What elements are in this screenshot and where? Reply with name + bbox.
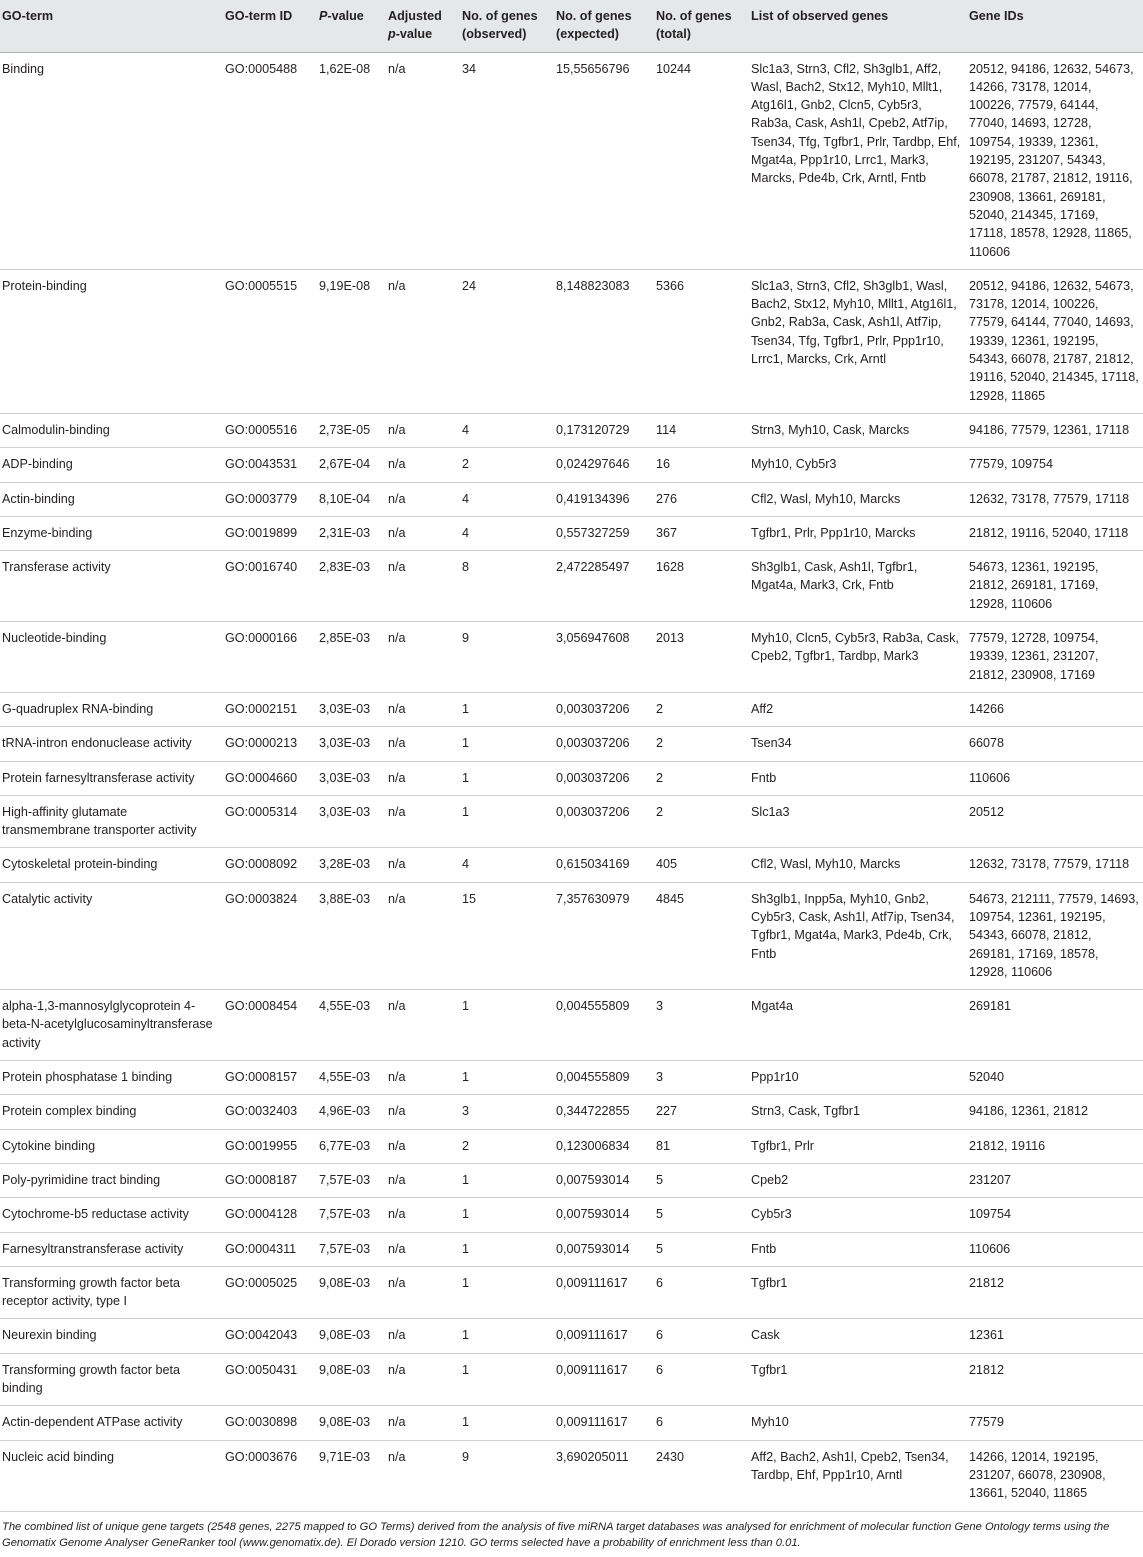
cell-observed-gene-list: Cask [747,1319,965,1353]
cell-p-value: 2,85E-03 [315,622,384,693]
cell-genes-observed: 1 [458,727,552,761]
cell-gene-ids: 21812, 19116, 52040, 17118 [965,516,1143,550]
header-adj-italic: p [388,27,396,42]
header-p-italic: P [319,9,328,23]
cell-genes-expected: 0,009111617 [552,1406,652,1440]
cell-observed-gene-list: Fntb [747,761,965,795]
cell-genes-expected: 0,004555809 [552,1061,652,1095]
cell-gene-ids: 110606 [965,1232,1143,1266]
cell-p-value: 3,88E-03 [315,882,384,989]
table-header [0,0,1143,52]
cell-go-term: Enzyme-binding [0,516,221,550]
cell-p-value: 2,83E-03 [315,551,384,622]
cell-observed-gene-list: Sh3glb1, Cask, Ash1l, Tgfbr1, Mgat4a, Mark3, Crk, Fntb [747,551,965,622]
cell-observed-gene-list: Mgat4a [747,990,965,1061]
cell-p-value: 7,57E-03 [315,1163,384,1197]
cell-go-term-id: GO:0016740 [221,551,315,622]
cell-p-value: 4,55E-03 [315,1061,384,1095]
cell-adjusted-p-value: n/a [384,1198,458,1232]
cell-gene-ids: 109754 [965,1198,1143,1232]
cell-genes-observed: 1 [458,1266,552,1319]
header-adj-rest: -value [395,27,433,42]
table-row [0,448,1143,482]
cell-p-value: 4,96E-03 [315,1095,384,1129]
header-row [0,0,1143,52]
cell-go-term: Transferase activity [0,551,221,622]
cell-gene-ids: 94186, 77579, 12361, 17118 [965,413,1143,447]
cell-genes-observed: 1 [458,1163,552,1197]
cell-go-term-id: GO:0003779 [221,482,315,516]
cell-genes-observed: 1 [458,761,552,795]
cell-genes-observed: 15 [458,882,552,989]
cell-go-term-id: GO:0005025 [221,1266,315,1319]
cell-genes-observed: 8 [458,551,552,622]
cell-adjusted-p-value: n/a [384,1353,458,1406]
cell-genes-observed: 1 [458,1353,552,1406]
cell-go-term: Protein farnesyltransferase activity [0,761,221,795]
cell-genes-total: 405 [652,848,747,882]
cell-go-term-id: GO:0000213 [221,727,315,761]
cell-observed-gene-list: Cyb5r3 [747,1198,965,1232]
cell-go-term: Protein-binding [0,269,221,413]
cell-go-term-id: GO:0008454 [221,990,315,1061]
cell-go-term-id: GO:0005515 [221,269,315,413]
table-row [0,761,1143,795]
cell-genes-expected: 0,615034169 [552,848,652,882]
cell-gene-ids: 231207 [965,1163,1143,1197]
cell-go-term-id: GO:0004660 [221,761,315,795]
cell-observed-gene-list: Tgfbr1, Prlr [747,1129,965,1163]
cell-genes-expected: 3,690205011 [552,1440,652,1511]
cell-observed-gene-list: Aff2 [747,692,965,726]
cell-p-value: 2,31E-03 [315,516,384,550]
cell-p-value: 1,62E-08 [315,52,384,269]
cell-genes-observed: 1 [458,1319,552,1353]
table-row [0,1129,1143,1163]
cell-observed-gene-list: Slc1a3, Strn3, Cfl2, Sh3glb1, Wasl, Bach2, Stx12, Myh10, Mllt1, Atg16l1, Gnb2, Rab3a, Cask, Ash1l, Atf7ip, Tsen34, Tfg, Tgfbr1, Prlr, Ppp1r10, Lrrc1, Marcks, Crk, Arntl [747,269,965,413]
cell-genes-total: 6 [652,1319,747,1353]
cell-genes-expected: 8,148823083 [552,269,652,413]
cell-genes-expected: 0,009111617 [552,1319,652,1353]
cell-genes-expected: 0,009111617 [552,1266,652,1319]
cell-p-value: 9,71E-03 [315,1440,384,1511]
cell-genes-expected: 0,123006834 [552,1129,652,1163]
cell-gene-ids: 14266, 12014, 192195, 231207, 66078, 230908, 13661, 52040, 11865 [965,1440,1143,1511]
table-row [0,1232,1143,1266]
cell-genes-expected: 0,557327259 [552,516,652,550]
cell-genes-total: 6 [652,1353,747,1406]
cell-gene-ids: 110606 [965,761,1143,795]
cell-genes-total: 227 [652,1095,747,1129]
cell-go-term: Neurexin binding [0,1319,221,1353]
cell-adjusted-p-value: n/a [384,622,458,693]
cell-observed-gene-list: Slc1a3 [747,795,965,848]
cell-genes-expected: 3,056947608 [552,622,652,693]
cell-observed-gene-list: Strn3, Cask, Tgfbr1 [747,1095,965,1129]
cell-genes-total: 4845 [652,882,747,989]
cell-genes-observed: 3 [458,1095,552,1129]
cell-p-value: 3,03E-03 [315,761,384,795]
cell-adjusted-p-value: n/a [384,990,458,1061]
cell-genes-observed: 4 [458,482,552,516]
cell-genes-total: 81 [652,1129,747,1163]
header-observed-gene-list: List of observed genes [747,0,965,52]
cell-observed-gene-list: Sh3glb1, Inpp5a, Myh10, Gnb2, Cyb5r3, Cask, Ash1l, Atf7ip, Tsen34, Tgfbr1, Mgat4a, Mark3, Pde4b, Crk, Fntb [747,882,965,989]
cell-adjusted-p-value: n/a [384,761,458,795]
cell-genes-expected: 0,004555809 [552,990,652,1061]
cell-genes-expected: 0,007593014 [552,1232,652,1266]
cell-adjusted-p-value: n/a [384,1440,458,1511]
cell-observed-gene-list: Cfl2, Wasl, Myh10, Marcks [747,482,965,516]
cell-genes-total: 3 [652,1061,747,1095]
cell-observed-gene-list: Tsen34 [747,727,965,761]
cell-genes-expected: 0,003037206 [552,795,652,848]
cell-genes-expected: 2,472285497 [552,551,652,622]
cell-genes-total: 2430 [652,1440,747,1511]
cell-p-value: 7,57E-03 [315,1198,384,1232]
table-row [0,1163,1143,1197]
table-row [0,1353,1143,1406]
cell-go-term: Calmodulin-binding [0,413,221,447]
cell-gene-ids: 20512 [965,795,1143,848]
cell-observed-gene-list: Aff2, Bach2, Ash1l, Cpeb2, Tsen34, Tardbp, Ehf, Ppp1r10, Arntl [747,1440,965,1511]
table-row [0,52,1143,269]
cell-observed-gene-list: Myh10 [747,1406,965,1440]
table-row [0,1061,1143,1095]
cell-adjusted-p-value: n/a [384,882,458,989]
table-row [0,1319,1143,1353]
table-row [0,1095,1143,1129]
header-gene-ids: Gene IDs [965,0,1143,52]
table-row [0,692,1143,726]
cell-genes-expected: 0,003037206 [552,761,652,795]
table-row [0,1406,1143,1440]
cell-observed-gene-list: Cpeb2 [747,1163,965,1197]
cell-p-value: 9,08E-03 [315,1319,384,1353]
cell-genes-total: 2013 [652,622,747,693]
cell-gene-ids: 54673, 12361, 192195, 21812, 269181, 17169, 12928, 110606 [965,551,1143,622]
table-row [0,413,1143,447]
cell-observed-gene-list: Slc1a3, Strn3, Cfl2, Sh3glb1, Aff2, Wasl, Bach2, Stx12, Myh10, Mllt1, Atg16l1, Gnb2, Clcn5, Cyb5r3, Rab3a, Cask, Ash1l, Cpeb2, Atf7ip, Tsen34, Tfg, Tgfbr1, Prlr, Tardbp, Ehf, Mgat4a, Ppp1r10, Lrrc1, Mark3, Marcks, Pde4b, Crk, Arntl, Fntb [747,52,965,269]
cell-observed-gene-list: Myh10, Cyb5r3 [747,448,965,482]
cell-go-term-id: GO:0003676 [221,1440,315,1511]
table-row [0,727,1143,761]
cell-genes-observed: 34 [458,52,552,269]
cell-p-value: 9,08E-03 [315,1266,384,1319]
cell-go-term: ADP-binding [0,448,221,482]
table-row [0,848,1143,882]
cell-genes-expected: 0,009111617 [552,1353,652,1406]
cell-go-term-id: GO:0002151 [221,692,315,726]
cell-adjusted-p-value: n/a [384,551,458,622]
cell-genes-observed: 24 [458,269,552,413]
cell-genes-expected: 0,007593014 [552,1163,652,1197]
cell-genes-expected: 0,003037206 [552,692,652,726]
table-row [0,516,1143,550]
table-row [0,882,1143,989]
cell-p-value: 8,10E-04 [315,482,384,516]
cell-gene-ids: 12632, 73178, 77579, 17118 [965,482,1143,516]
cell-adjusted-p-value: n/a [384,1163,458,1197]
cell-go-term-id: GO:0032403 [221,1095,315,1129]
cell-adjusted-p-value: n/a [384,1406,458,1440]
cell-go-term-id: GO:0005488 [221,52,315,269]
cell-genes-total: 276 [652,482,747,516]
table-row [0,482,1143,516]
cell-adjusted-p-value: n/a [384,692,458,726]
cell-go-term: Actin-dependent ATPase activity [0,1406,221,1440]
cell-genes-observed: 1 [458,1198,552,1232]
cell-p-value: 9,19E-08 [315,269,384,413]
table-row [0,1266,1143,1319]
cell-genes-observed: 1 [458,1061,552,1095]
cell-go-term-id: GO:0008157 [221,1061,315,1095]
cell-go-term-id: GO:0008187 [221,1163,315,1197]
cell-genes-observed: 1 [458,1232,552,1266]
cell-gene-ids: 66078 [965,727,1143,761]
cell-adjusted-p-value: n/a [384,1129,458,1163]
cell-adjusted-p-value: n/a [384,795,458,848]
cell-go-term-id: GO:0004128 [221,1198,315,1232]
cell-adjusted-p-value: n/a [384,269,458,413]
cell-observed-gene-list: Tgfbr1, Prlr, Ppp1r10, Marcks [747,516,965,550]
cell-genes-observed: 4 [458,516,552,550]
cell-adjusted-p-value: n/a [384,1095,458,1129]
cell-genes-observed: 9 [458,622,552,693]
cell-go-term-id: GO:0000166 [221,622,315,693]
cell-genes-observed: 1 [458,795,552,848]
cell-gene-ids: 269181 [965,990,1143,1061]
cell-go-term: Nucleic acid binding [0,1440,221,1511]
cell-gene-ids: 54673, 212111, 77579, 14693, 109754, 12361, 192195, 54343, 66078, 21812, 269181, 17169, 18578, 12928, 110606 [965,882,1143,989]
cell-p-value: 4,55E-03 [315,990,384,1061]
cell-gene-ids: 20512, 94186, 12632, 54673, 14266, 73178, 12014, 100226, 77579, 64144, 77040, 14693, 12728, 109754, 19339, 12361, 192195, 231207, 54343, 66078, 21787, 21812, 19116, 230908, 13661, 269181, 52040, 214345, 17169, 17118, 18578, 12928, 11865, 110606 [965,52,1143,269]
cell-genes-total: 6 [652,1266,747,1319]
header-genes-total: No. of genes (total) [652,0,747,52]
cell-genes-total: 3 [652,990,747,1061]
cell-observed-gene-list: Tgfbr1 [747,1353,965,1406]
cell-genes-observed: 4 [458,413,552,447]
table-row [0,551,1143,622]
cell-genes-observed: 1 [458,692,552,726]
cell-go-term-id: GO:0042043 [221,1319,315,1353]
cell-observed-gene-list: Fntb [747,1232,965,1266]
cell-go-term: Cytokine binding [0,1129,221,1163]
table-row [0,795,1143,848]
cell-go-term-id: GO:0050431 [221,1353,315,1406]
cell-adjusted-p-value: n/a [384,1266,458,1319]
cell-adjusted-p-value: n/a [384,482,458,516]
cell-adjusted-p-value: n/a [384,848,458,882]
cell-genes-expected: 7,357630979 [552,882,652,989]
cell-genes-expected: 0,024297646 [552,448,652,482]
cell-go-term: Cytoskeletal protein-binding [0,848,221,882]
cell-genes-expected: 0,007593014 [552,1198,652,1232]
cell-genes-observed: 9 [458,1440,552,1511]
cell-p-value: 3,03E-03 [315,692,384,726]
cell-go-term: G-quadruplex RNA-binding [0,692,221,726]
cell-gene-ids: 94186, 12361, 21812 [965,1095,1143,1129]
header-genes-observed: No. of genes (observed) [458,0,552,52]
cell-go-term: Cytochrome-b5 reductase activity [0,1198,221,1232]
table-row [0,269,1143,413]
cell-go-term: Nucleotide-binding [0,622,221,693]
cell-genes-expected: 0,173120729 [552,413,652,447]
cell-go-term: Protein phosphatase 1 binding [0,1061,221,1095]
header-adj-line1: Adjusted [388,9,442,23]
cell-genes-expected: 0,003037206 [552,727,652,761]
cell-genes-total: 5 [652,1198,747,1232]
cell-genes-observed: 1 [458,1406,552,1440]
cell-p-value: 6,77E-03 [315,1129,384,1163]
cell-genes-total: 2 [652,692,747,726]
cell-gene-ids: 77579, 109754 [965,448,1143,482]
cell-genes-total: 2 [652,795,747,848]
cell-p-value: 9,08E-03 [315,1353,384,1406]
cell-gene-ids: 21812, 19116 [965,1129,1143,1163]
cell-genes-total: 5 [652,1163,747,1197]
cell-genes-total: 16 [652,448,747,482]
cell-p-value: 2,73E-05 [315,413,384,447]
header-p-rest: -value [327,9,364,23]
header-go-term-id: GO-term ID [221,0,315,52]
table-row [0,1440,1143,1511]
cell-adjusted-p-value: n/a [384,727,458,761]
cell-genes-total: 114 [652,413,747,447]
cell-adjusted-p-value: n/a [384,1232,458,1266]
table-row [0,990,1143,1061]
cell-genes-total: 367 [652,516,747,550]
cell-gene-ids: 52040 [965,1061,1143,1095]
cell-go-term: Transforming growth factor beta binding [0,1353,221,1406]
table-row [0,622,1143,693]
cell-adjusted-p-value: n/a [384,413,458,447]
cell-go-term: Catalytic activity [0,882,221,989]
cell-genes-total: 2 [652,761,747,795]
cell-p-value: 3,03E-03 [315,795,384,848]
cell-gene-ids: 20512, 94186, 12632, 54673, 73178, 12014, 100226, 77579, 64144, 77040, 14693, 19339, 12361, 192195, 54343, 66078, 21787, 21812, 19116, 52040, 214345, 17118, 12928, 11865 [965,269,1143,413]
cell-go-term: High-affinity glutamate transmembrane transporter activity [0,795,221,848]
cell-genes-total: 1628 [652,551,747,622]
cell-genes-expected: 0,344722855 [552,1095,652,1129]
cell-p-value: 2,67E-04 [315,448,384,482]
cell-observed-gene-list: Cfl2, Wasl, Myh10, Marcks [747,848,965,882]
cell-go-term: Transforming growth factor beta receptor activity, type I [0,1266,221,1319]
cell-p-value: 3,03E-03 [315,727,384,761]
header-go-term: GO-term [0,0,221,52]
cell-adjusted-p-value: n/a [384,516,458,550]
cell-go-term-id: GO:0043531 [221,448,315,482]
cell-go-term: alpha-1,3-mannosylglycoprotein 4-beta-N-acetylglucosaminyltransferase activity [0,990,221,1061]
cell-adjusted-p-value: n/a [384,52,458,269]
cell-go-term-id: GO:0005516 [221,413,315,447]
cell-go-term: Farnesyltranstransferase activity [0,1232,221,1266]
cell-observed-gene-list: Myh10, Clcn5, Cyb5r3, Rab3a, Cask, Cpeb2, Tgfbr1, Tardbp, Mark3 [747,622,965,693]
table-caption: The combined list of unique gene targets (2548 genes, 2275 mapped to GO Terms) derived from the analysis of five miRNA target databases was analysed for enrichment of molecular function Gene Ontology terms using the Genomatix Genome Analyser GeneRanker tool (www.genomatix.de). El Dorado version 1210. GO terms selected have a probability of enrichment less than 0.01. [2,1520,1110,1550]
header-adjusted-p-value [384,0,458,52]
cell-gene-ids: 14266 [965,692,1143,726]
cell-p-value: 9,08E-03 [315,1406,384,1440]
table-body [0,52,1143,1511]
cell-go-term-id: GO:0003824 [221,882,315,989]
cell-observed-gene-list: Strn3, Myh10, Cask, Marcks [747,413,965,447]
cell-gene-ids: 12632, 73178, 77579, 17118 [965,848,1143,882]
cell-go-term: Poly-pyrimidine tract binding [0,1163,221,1197]
cell-adjusted-p-value: n/a [384,1061,458,1095]
cell-observed-gene-list: Ppp1r10 [747,1061,965,1095]
cell-genes-total: 6 [652,1406,747,1440]
cell-go-term: Protein complex binding [0,1095,221,1129]
cell-p-value: 7,57E-03 [315,1232,384,1266]
cell-go-term: tRNA-intron endonuclease activity [0,727,221,761]
cell-genes-total: 2 [652,727,747,761]
cell-gene-ids: 77579, 12728, 109754, 19339, 12361, 231207, 21812, 230908, 17169 [965,622,1143,693]
cell-genes-total: 5366 [652,269,747,413]
cell-gene-ids: 21812 [965,1353,1143,1406]
cell-go-term-id: GO:0019899 [221,516,315,550]
cell-genes-observed: 1 [458,990,552,1061]
cell-gene-ids: 12361 [965,1319,1143,1353]
cell-p-value: 3,28E-03 [315,848,384,882]
cell-gene-ids: 77579 [965,1406,1143,1440]
cell-genes-observed: 2 [458,1129,552,1163]
cell-go-term-id: GO:0019955 [221,1129,315,1163]
cell-genes-expected: 15,55656796 [552,52,652,269]
cell-go-term-id: GO:0030898 [221,1406,315,1440]
header-p-value [315,0,384,52]
cell-observed-gene-list: Tgfbr1 [747,1266,965,1319]
cell-genes-expected: 0,419134396 [552,482,652,516]
cell-go-term-id: GO:0005314 [221,795,315,848]
cell-go-term: Binding [0,52,221,269]
cell-adjusted-p-value: n/a [384,448,458,482]
cell-genes-observed: 4 [458,848,552,882]
cell-gene-ids: 21812 [965,1266,1143,1319]
cell-go-term-id: GO:0004311 [221,1232,315,1266]
cell-genes-observed: 2 [458,448,552,482]
cell-genes-total: 5 [652,1232,747,1266]
cell-adjusted-p-value: n/a [384,1319,458,1353]
cell-go-term-id: GO:0008092 [221,848,315,882]
cell-genes-total: 10244 [652,52,747,269]
table-row [0,1198,1143,1232]
header-genes-expected: No. of genes (expected) [552,0,652,52]
cell-go-term: Actin-binding [0,482,221,516]
